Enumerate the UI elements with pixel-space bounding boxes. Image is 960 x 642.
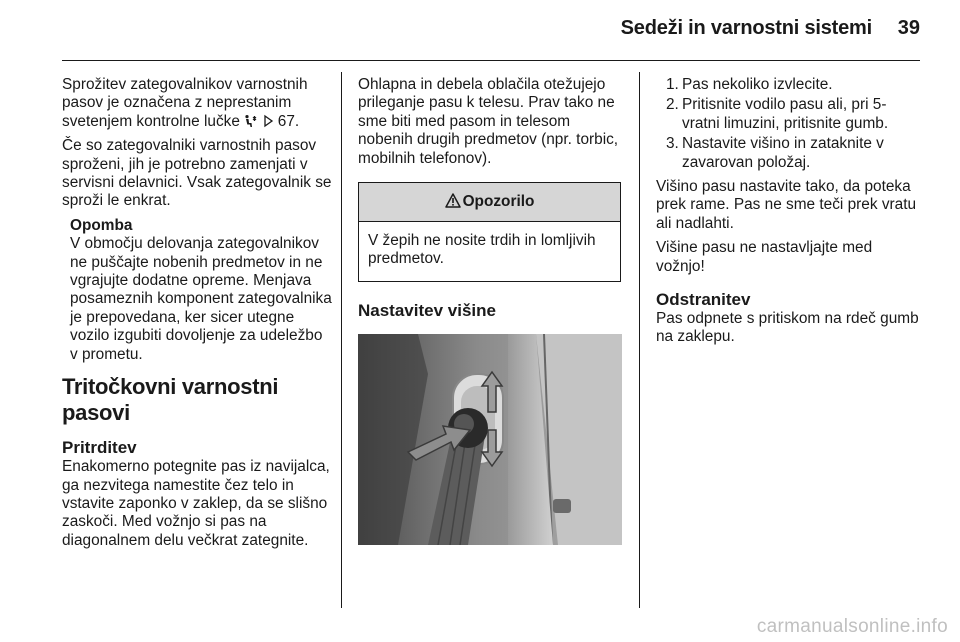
column-divider-left — [341, 72, 342, 608]
subheading-fastening: Pritrditev — [62, 438, 137, 458]
note-text: V območju delovanja zategovalnikov ne puščajte nobenih predmetov in ne vgrajujte dodatne opreme. Menjava posameznih komponent zategovalnika je prepovedana, ker sicer utegne vozilo izgubiti dovoljenje za udeležbo v prometu. — [70, 235, 332, 363]
page-reference-text: 67. — [277, 112, 300, 130]
step-text: Pas nekoliko izvlecite. — [682, 76, 833, 93]
seat-belt-height-adjuster-illustration — [358, 334, 622, 545]
step-number: 1. — [666, 76, 679, 93]
warning-title: Opozorilo — [462, 192, 535, 210]
list-item — [656, 76, 924, 94]
clothing-paragraph: Ohlapna in debela oblačila otežujejo prileganje pasu k telesu. Prav tako ne sme biti med pasom in telesom nobenih drugih predmetov (npr. torbic, mobilnih telefonov). — [358, 76, 619, 167]
step-number: 3. — [666, 135, 679, 153]
step-text: Nastavite višino in zataknite v zavarovan položaj. — [682, 135, 884, 171]
airbag-warning-icon — [244, 113, 258, 131]
removal-paragraph: Pas odpnete s pritiskom na rdeč gumb na zaklepu. — [656, 310, 919, 346]
page-title: Sedeži in varnostni sistemi — [620, 17, 872, 39]
note-heading: Opomba — [70, 216, 133, 234]
driving-warning-paragraph: Višine pasu ne nastavljajte med vožnjo! — [656, 239, 873, 275]
page-header — [0, 0, 960, 62]
warning-triangle-icon — [445, 193, 461, 211]
belt-height-paragraph: Višino pasu nastavite tako, da poteka prek rame. Pas ne sme teči prek vratu ali nadlahti. — [656, 178, 917, 232]
subheading-removal: Odstranitev — [656, 290, 751, 310]
subheading-height-adjustment: Nastavitev višine — [358, 300, 496, 320]
step-number: 2. — [666, 96, 679, 114]
step-text: Pritisnite vodilo pasu ali, pri 5-vratni limuzini, pritisnite gumb. — [682, 96, 889, 132]
column-divider-right — [639, 72, 640, 608]
warning-text: V žepih ne nosite trdih in lomljivih predmetov. — [368, 232, 596, 268]
warning-box — [358, 182, 621, 282]
page-reference-icon — [263, 113, 274, 131]
list-item — [656, 96, 924, 133]
list-item — [656, 135, 924, 172]
header-rule — [62, 60, 920, 61]
section-heading-three-point-belts: Tritočkovni varnostni pasovi — [62, 374, 279, 426]
fastening-paragraph: Enakomerno potegnite pas iz navijalca, ga nezvitega namestite čez telo in vstavite zaponko v zaklep, da se slišno zaskoči. Med vožnjo si pas na diagonalnem delu večkrat zategnite. — [62, 458, 330, 549]
airbag-indicator-text: Sprožitev zategovalnikov varnostnih pasov je označena z neprestanim svetenjem kontrolne lučke — [62, 76, 308, 130]
note-block — [70, 217, 332, 364]
replacement-paragraph: Če so zategovalniki varnostnih pasov sproženi, jih je potrebno zamenjati v servisni delavnici. Vsak zategovalnik se sproži le enkrat. — [62, 137, 332, 210]
column-right — [656, 76, 924, 353]
column-middle — [358, 76, 624, 545]
page-number: 39 — [897, 17, 920, 39]
watermark: carmanualsonline.info — [756, 616, 948, 637]
airbag-indicator-paragraph — [62, 76, 332, 131]
warning-header — [359, 183, 620, 222]
adjustment-steps — [656, 76, 924, 172]
column-left — [62, 76, 332, 556]
